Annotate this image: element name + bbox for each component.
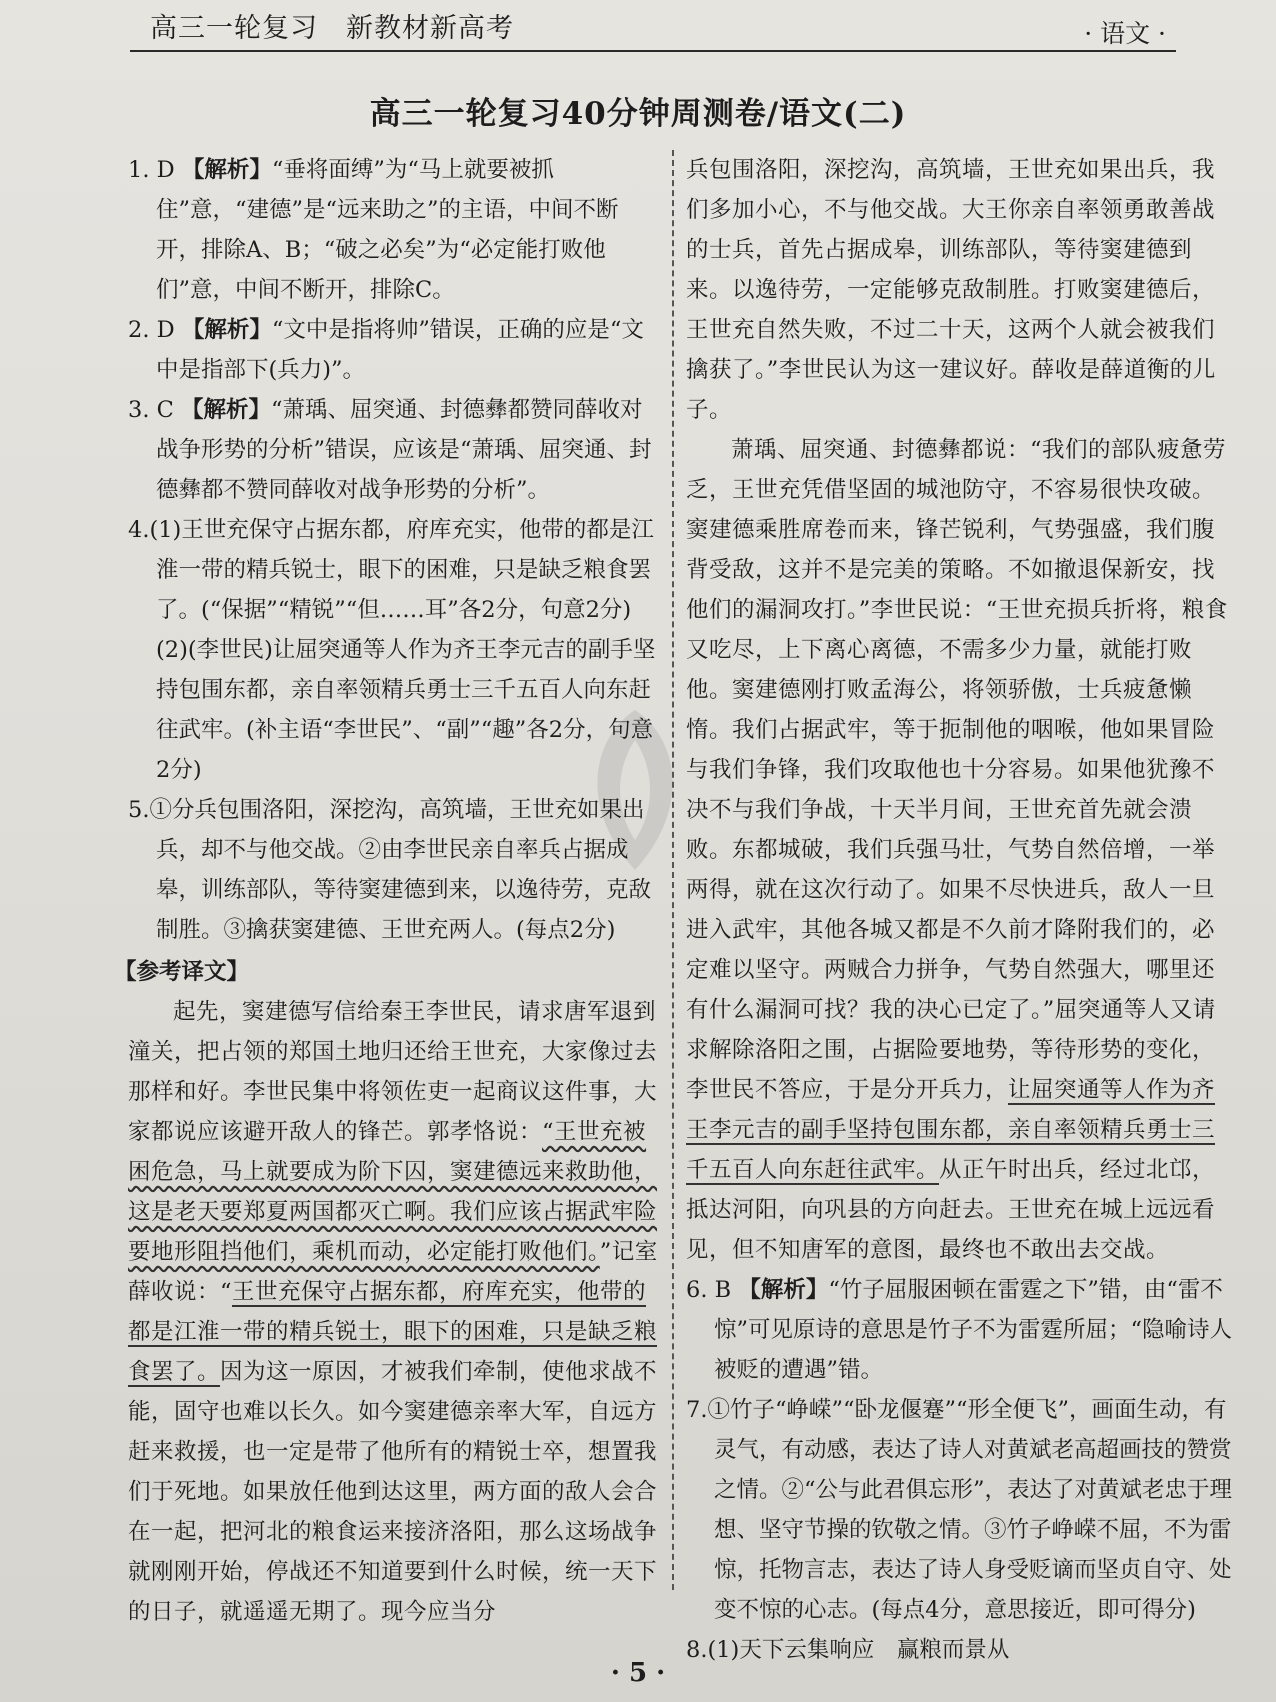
translation-text: 从正午时出兵，经过北邙，抵达河阳，向巩县的方向赶去。王世充在城上远远看见，但不知唐军的意图，最终也不敢出去交战。 [686,1157,1216,1263]
answer-q7 [686,1390,1234,1630]
translation-continued: 兵包围洛阳，深挖沟，高筑墙，王世充如果出兵，我们多加小心，不与他交战。大王你亲自率领勇敢善战的士兵，首先占据成皋，训练部队，等待窦建德到来。以逸待劳，一定能够克敌制胜。打败窦建德后，王世充自然失败，不过二十天，这两个人就会被我们擒获了。”李世民认为这一建议好。薛收是薛道衡的儿子。 [686,157,1216,423]
translation-text: 因为这一原因，才被我们牵制，使他求战不能，固守也难以长久。如今窦建德亲率大军，自远方赶来救援，也一定是带了他所有的精锐士卒，想置我们于死地。如果放任他到达这里，两方面的敌人会合在一起，把河北的粮食运来接济洛阳，那么这场战争就刚刚开始，停战还不知道要到什么时候，统一天下的日子，就遥遥无期了。现今应当分 [128,1359,658,1625]
series-title: 高三一轮复习 新教材新高考 [150,13,514,44]
wavy-underlined-text: “王世充被困危急，马上就要成为阶下囚，窦建德远来救助他，这是老天要郑夏两国都灭亡啊。我们应该占据武牢险要地形阻挡他们，乘机而动，必定能打败他们。 [128,1119,658,1265]
answer-number: 7. [686,1397,708,1423]
translation-text: ”记室薛收说：“ [128,1239,658,1305]
answer-text: (1)天下云集响应 赢粮而景从 [707,1637,1010,1663]
answer-q1 [128,150,658,310]
answer-text: “萧瑀、屈突通、封德彝都赞同薛收对战争形势的分析”错误，应该是“萧瑀、屈突通、封德彝都不赞同薛收对战争形势的分析”。 [156,397,652,503]
translation-paragraph-2 [686,430,1234,1270]
answer-q4-part2: (2)(李世民)让屈突通等人作为齐王李元吉的副手坚持包围东都，亲自率领精兵勇士三千五百人向东赶往武牢。(补主语“李世民”、“副”“趣”各2分，句意2分) [156,637,656,783]
page-header [130,0,1176,52]
answer-number: 3. C [128,397,174,423]
left-column [114,150,658,1632]
answer-text: “垂将面缚”为“马上就要被抓住”意，“建德”是“远来助之”的主语，中间不断开，排除A、B；“破之必矣”为“必定能打败他们”意，中间不断开，排除C。 [156,157,619,303]
page-number: · 5 · [610,1658,666,1688]
answer-number: 4. [128,517,150,543]
answer-text: ①分兵包围洛阳，深挖沟，高筑墙，王世充如果出兵，却不与他交战。②由李世民亲自率兵占据成皋，训练部队，等待窦建德到来，以逸待劳，克敌制胜。③擒获窦建德、王世充两人。(每点2分) [149,797,652,943]
translation-text: 萧瑀、屈突通、封德彝都说：“我们的部队疲惫劳乏，王世充凭借坚固的城池防守，不容易很快攻破。窦建德乘胜席卷而来，锋芒锐利，气势强盛，我们腹背受敌，这并不是完美的策略。不如撤退保新安，找他们的漏洞攻打。”李世民说：“王世充损兵折将，粮食又吃尽，上下离心离德，不需多少力量，就能打败他。窦建德刚打败孟海公，将领骄傲，士兵疲惫懒惰。我们占据武牢，等于扼制他的咽喉，他如果冒险与我们争锋，我们攻取他也十分容易。如果他犹豫不决不与我们争战，十天半月间，王世充首先就会溃败。东都城破，我们兵强马壮，气势自然倍增，一举两得，就在这次行动了。如果不尽快进兵，敌人一旦进入武牢，其他各城又都是不久前才降附我们的，必定难以坚守。两贼合力拼争，气势自然强大，哪里还有什么漏洞可找？我的决心已定了。”屈突通等人又请求解除洛阳之围，占据险要地势，等待形势的变化，李世民不答应，于是分开兵力， [686,437,1228,1103]
answer-number: 6. B [686,1277,732,1303]
analysis-tag: 【解析】 [181,157,272,183]
answer-number: 1. D [128,157,175,183]
right-column [686,150,1234,1670]
analysis-tag: 【解析】 [738,1277,829,1303]
answer-text: (1)王世充保守占据东都，府库充实，他带的都是江淮一带的精兵锐士，眼下的困难，只是缺乏粮食罢了。(“保据”“精锐”“但……耳”各2分，句意2分) [149,517,654,623]
document-title: 高三一轮复习40分钟周测卷/语文(二) [369,96,907,132]
answer-q2 [128,310,658,390]
answer-text: ①竹子“峥嵘”“卧龙偃蹇”“形全便飞”，画面生动，有灵气，有动感，表达了诗人对黄斌老高超画技的赞赏之情。②“公与此君俱忘形”，表达了对黄斌老忠于理想、坚守节操的钦敬之情。③竹子峥嵘不屈，不为雷惊，托物言志，表达了诗人身受贬谪而坚贞自守、处变不惊的心志。(每点4分，意思接近，即可得分) [707,1397,1233,1623]
answer-q3 [128,390,658,510]
answer-number: 2. D [128,317,175,343]
translation-text: 起先，窦建德写信给秦王李世民，请求唐军退到潼关，把占领的郑国土地归还给王世充，大家像过去那样和好。李世民集中将领佐吏一起商议这件事，大家都说应该避开敌人的锋芒。郭孝恪说： [128,999,658,1145]
reference-translation-heading: 【参考译文】 [114,959,250,985]
underlined-text: 让屈突通等人作为齐王李元吉的副手坚持包围东都，亲自率领精兵勇士三千五百人向东赶往武牢。 [686,1077,1216,1183]
answer-text: “竹子屈服困顿在雷霆之下”错，由“雷不惊”可见原诗的意思是竹子不为雷霆所屈；“隐喻诗人被贬的遭遇”错。 [714,1277,1233,1383]
answer-q5 [128,790,658,950]
analysis-tag: 【解析】 [181,397,272,423]
analysis-tag: 【解析】 [181,317,272,343]
translation-paragraph-1 [128,992,658,1632]
answer-text: “文中是指将帅”错误，正确的应是“文中是指部下(兵力)”。 [156,317,644,383]
subject-label: · 语文 · [1084,19,1166,48]
answer-q6 [686,1270,1234,1390]
answer-number: 5. [128,797,150,823]
answer-q4 [128,510,658,630]
answer-number: 8. [686,1637,708,1663]
underlined-text: 王世充保守占据东都，府库充实，他带的都是江淮一带的精兵锐士，眼下的困难，只是缺乏粮食罢了。 [128,1279,658,1385]
